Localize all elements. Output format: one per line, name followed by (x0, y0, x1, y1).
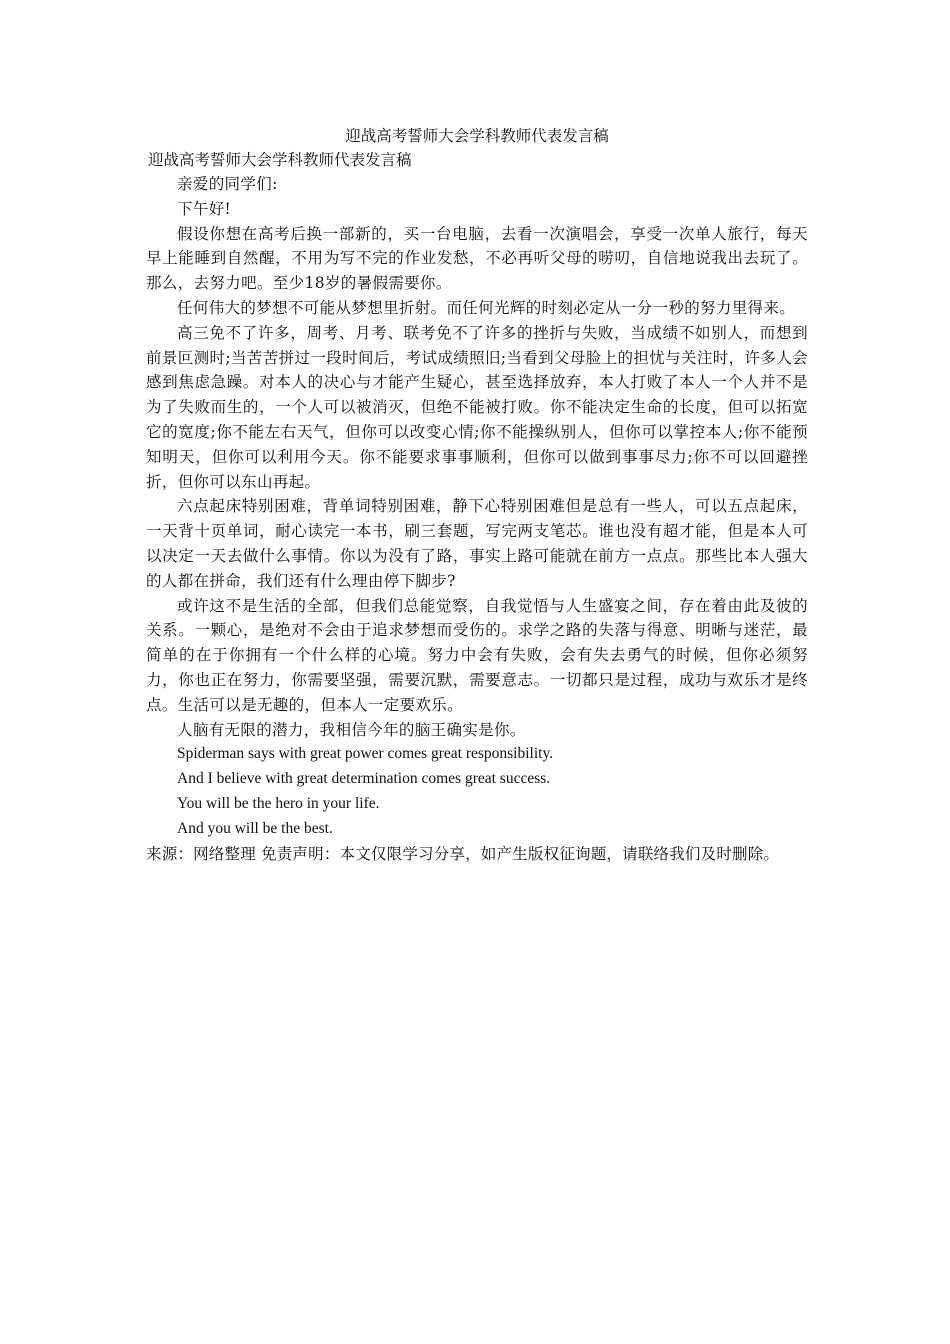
salutation: 下午好! (177, 199, 232, 218)
paragraph-5: 或许这不是生活的全部，但我们总能觉察，自我觉悟与人生盛宴之间，存在着由此及彼的关系。一颗心，是绝对不会由于追求梦想而受伤的。求学之路的失落与得意、明晰与迷茫，最简单的在于你拥有一个什么样的心境。努力中会有失败，会有失去勇气的时候，但你必须努力，你也正在努力，你需要坚强，需要沉默，需要意志。一切都只是过程，成功与欢乐才是终点。生活可以是无趣的，但本人一定要欢乐。 (146, 596, 808, 714)
english-line-3: You will be the hero in your life. (177, 794, 380, 812)
paragraph-3: 高三免不了许多，周考、月考、联考免不了许多的挫折与失败，当成绩不如别人，而想到前景叵测时;当苦苦拼过一段时间后，考试成绩照旧;当看到父母脸上的担忧与关注时，许多人会感到焦虑急躁。对本人的决心与才能产生疑心，甚至选择放弃，本人打败了本人一个人并不是为了失败而生的，一个人可以被消灭，但绝不能被打败。你不能决定生命的长度，但可以拓宽它的宽度;你不能左右天气，但你可以改变心情;你不能操纵别人，但你可以掌控本人;你不能预知明天，但你可以利用今天。你不能要求事事顺利，但你可以做到事事尽力;你不可以回避挫折，但你可以东山再起。 (146, 323, 808, 491)
document-title: 迎战高考誓师大会学科教师代表发言稿 (345, 127, 609, 145)
source-disclaimer: 来源：网络整理 免责声明：本文仅限学习分享，如产生版权征询题，请联络我们及时删除。 (146, 844, 780, 863)
english-line-2: And I believe with great determination comes great success. (177, 770, 551, 788)
english-line-1: Spiderman says with great power comes great responsibility. (177, 745, 554, 763)
english-line-4: And you will be the best. (177, 819, 333, 837)
document-page (146, 124, 808, 866)
greeting: 亲爱的同学们: (177, 175, 278, 193)
paragraph-6: 人脑有无限的潜力，我相信今年的脑王确实是你。 (177, 720, 526, 739)
paragraph-2: 任何伟大的梦想不可能从梦想里折射。而任何光辉的时刻必定从一分一秒的努力里得来。 (177, 298, 796, 317)
paragraph-4: 六点起床特别困难，背单词特别困难，静下心特别困难但是总有一些人，可以五点起床，一天背十页单词，耐心读完一本书，刷三套题，写完两支笔芯。谁也没有超才能，但是本人可以决定一天去做什么事情。你以为没有了路，事实上路可能就在前方一点点。那些比本人强大的人都在拼命，我们还有什么理由停下脚步? (146, 497, 808, 590)
paragraph-1: 假设你想在高考后换一部新的，买一台电脑，去看一次演唱会，享受一次单人旅行，每天早上能睡到自然醒，不用为写不完的作业发愁，不必再听父母的唠叨，自信地说我出去玩了。那么，去努力吧。至少18岁的暑假需要你。 (146, 224, 808, 293)
document-subtitle: 迎战高考誓师大会学科教师代表发言稿 (148, 151, 412, 169)
